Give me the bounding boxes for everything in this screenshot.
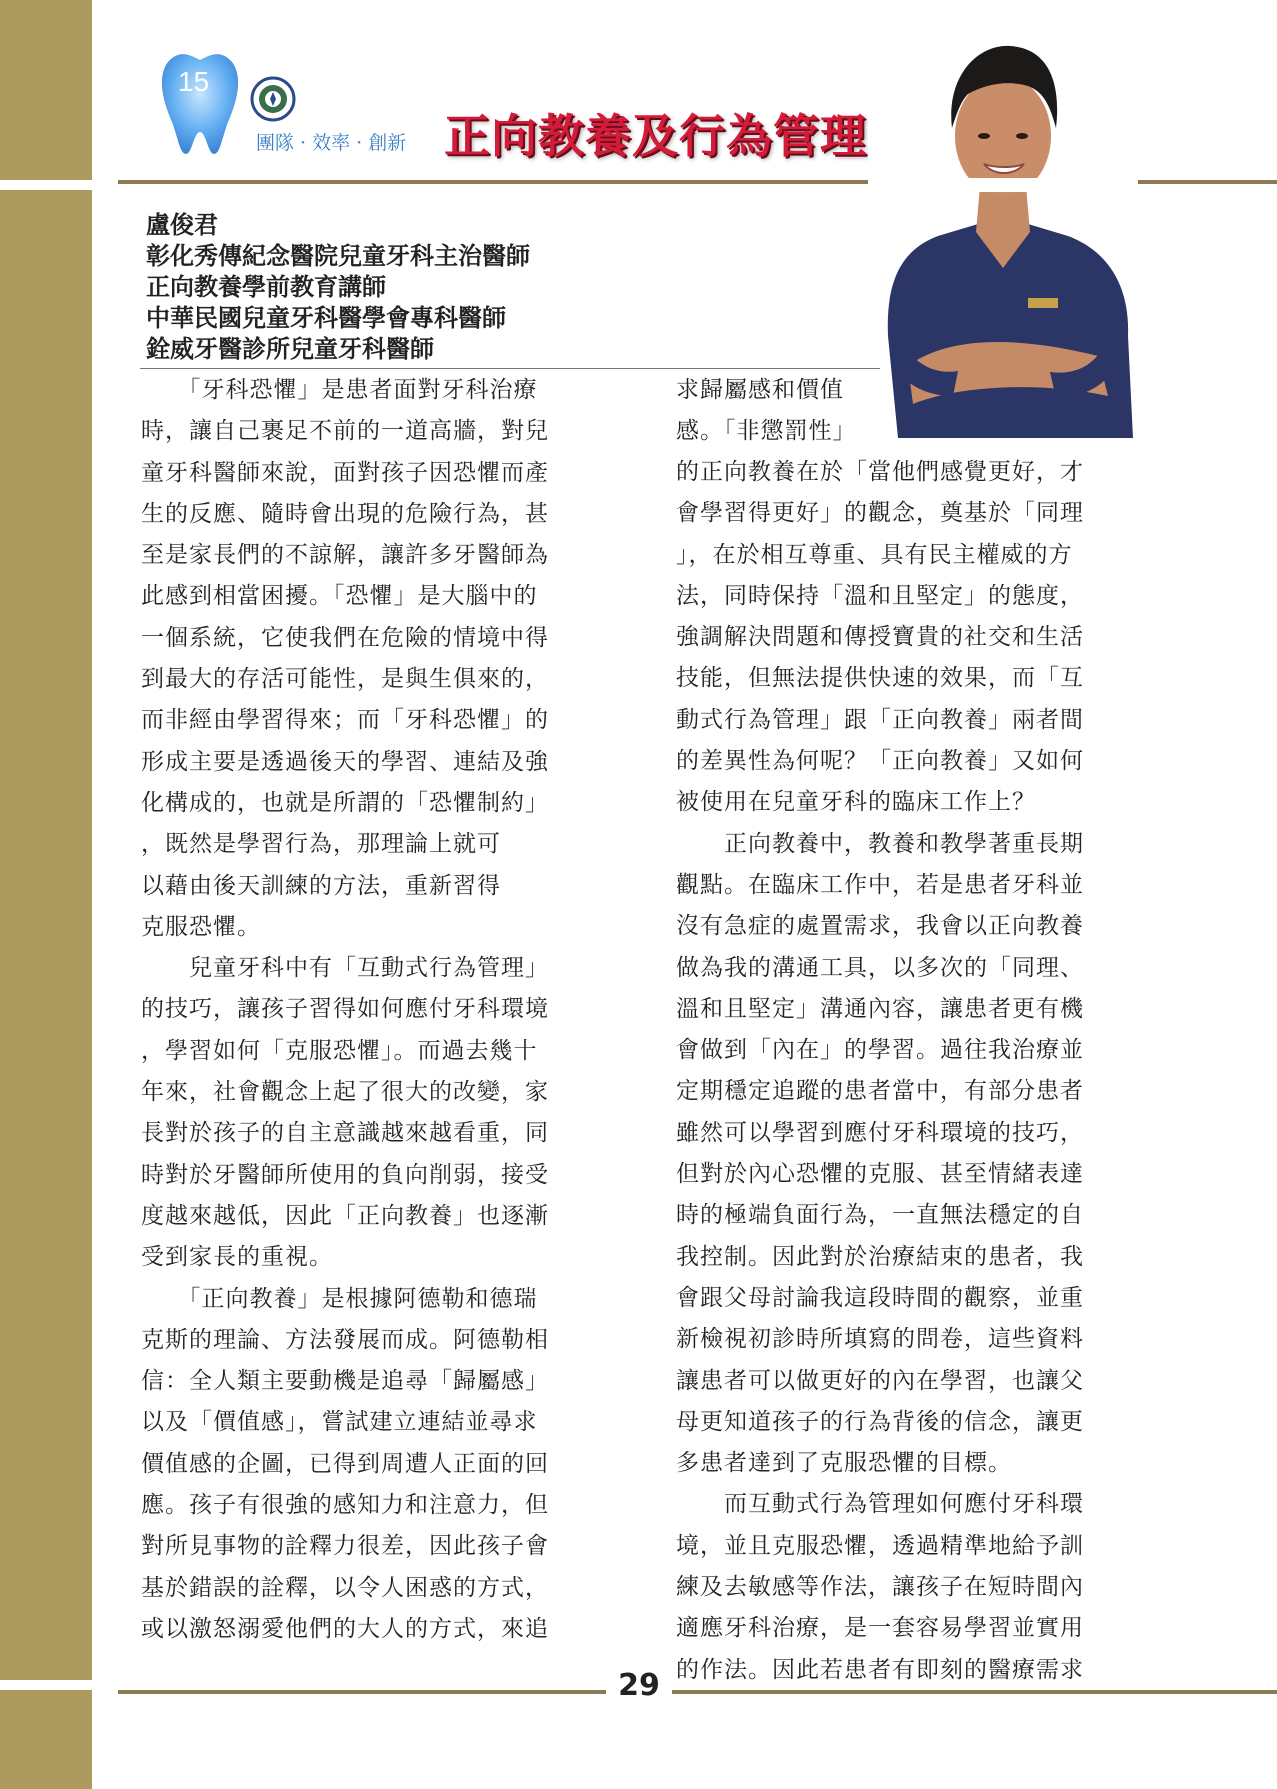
author-info bbox=[146, 210, 706, 365]
footer-rule-right bbox=[672, 1690, 1277, 1694]
article-line: 兒童牙科中有「互動式行為管理」 bbox=[141, 955, 549, 982]
article-line: 雖然可以學習到應付牙科環境的技巧， bbox=[676, 1119, 1084, 1146]
article-line: 會學習得更好」的觀念，奠基於「同理 bbox=[676, 500, 1084, 527]
article-line: 會做到「內在」的學習。過往我治療並 bbox=[676, 1037, 1084, 1064]
article-line: 母更知道孩子的行為背後的信念，讓更 bbox=[676, 1408, 1084, 1435]
issue-number: 15 bbox=[178, 66, 210, 97]
association-emblem-icon bbox=[250, 76, 296, 122]
author-title: 彰化秀傳紀念醫院兒童牙科主治醫師 bbox=[146, 242, 530, 270]
article-line: 讓患者可以做更好的內在學習，也讓父 bbox=[676, 1367, 1084, 1394]
article-line: 長對於孩子的自主意識越來越看重，同 bbox=[141, 1120, 549, 1147]
article-line: 法，同時保持「溫和且堅定」的態度， bbox=[676, 582, 1084, 609]
article-line: 應。孩子有很強的感知力和注意力，但 bbox=[141, 1492, 549, 1519]
article-line: 時的極端負面行為，一直無法穩定的自 bbox=[676, 1202, 1084, 1229]
article-line: 觀點。在臨床工作中，若是患者牙科並 bbox=[676, 871, 1084, 898]
article-line: 正向教養中，教養和教學著重長期 bbox=[676, 830, 1084, 857]
article-line: 價值感的企圖，已得到周遭人正面的回 bbox=[141, 1450, 549, 1477]
article-line: 求歸屬感和價值 bbox=[676, 377, 844, 403]
article-line: 的技巧，讓孩子習得如何應付牙科環境 bbox=[141, 996, 549, 1023]
article-line: 基於錯誤的詮釋，以令人困惑的方式， bbox=[141, 1574, 549, 1601]
slogan: 團隊 · 效率 · 創新 bbox=[256, 132, 407, 154]
article-line: 克服恐懼。 bbox=[141, 913, 261, 940]
author-rule bbox=[140, 368, 880, 369]
article-line: 一個系統，它使我們在危險的情境中得 bbox=[141, 624, 549, 651]
article-right-column-top bbox=[676, 370, 866, 453]
article-line: 童牙科醫師來說，面對孩子因恐懼而產 bbox=[141, 459, 549, 486]
author-name: 盧俊君 bbox=[146, 211, 218, 239]
article-line: 以藉由後天訓練的方法，重新習得 bbox=[141, 872, 501, 899]
article-line: 時，讓自己裹足不前的一道高牆，對兒 bbox=[141, 418, 549, 445]
article-line: 或以激怒溺愛他們的大人的方式，來追 bbox=[141, 1615, 549, 1642]
article-line: 生的反應、隨時會出現的危險行為，甚 bbox=[141, 500, 549, 527]
article-line: 被使用在兒童牙科的臨床工作上？ bbox=[676, 789, 1036, 816]
article-line: 適應牙科治療，是一套容易學習並實用 bbox=[676, 1615, 1084, 1642]
article-left-column bbox=[141, 370, 611, 1650]
article-line: 的正向教養在於「當他們感覺更好，才 bbox=[676, 459, 1084, 485]
article-line: 時對於牙醫師所使用的負向削弱，接受 bbox=[141, 1161, 549, 1188]
article-line: 度越來越低，因此「正向教養」也逐漸 bbox=[141, 1202, 549, 1229]
author-portrait bbox=[868, 36, 1138, 438]
article-line: 形成主要是透過後天的學習、連結及強 bbox=[141, 748, 549, 775]
page-title: 正向教養及行為管理 bbox=[444, 109, 867, 163]
article-line: 會跟父母討論我這段時間的觀察，並重 bbox=[676, 1284, 1084, 1311]
article-line: 做為我的溝通工具，以多次的「同理、 bbox=[676, 954, 1084, 981]
article-line: 到最大的存活可能性，是與生俱來的， bbox=[141, 666, 549, 693]
article-line: 動式行為管理」跟「正向教養」兩者間 bbox=[676, 706, 1084, 733]
article-line: ，既然是學習行為，那理論上就可 bbox=[141, 831, 501, 858]
article-line: 多患者達到了克服恐懼的目標。 bbox=[676, 1450, 1012, 1477]
article-line: 「牙科恐懼」是患者面對牙科治療 bbox=[141, 377, 538, 403]
article-line: 」，在於相互尊重、具有民主權威的方 bbox=[676, 541, 1073, 568]
article-line: 感。「非懲罰性」 bbox=[676, 418, 857, 445]
article-line: 以及「價值感」，嘗試建立連結並尋求 bbox=[141, 1409, 538, 1436]
article-line: 而互動式行為管理如何應付牙科環 bbox=[676, 1491, 1084, 1518]
tooth-icon bbox=[158, 46, 242, 158]
article-line: 境，並且克服恐懼，透過精準地給予訓 bbox=[676, 1532, 1084, 1559]
article-line: 的差異性為何呢？「正向教養」又如何 bbox=[676, 748, 1084, 775]
article-line: 定期穩定追蹤的患者當中，有部分患者 bbox=[676, 1078, 1084, 1105]
article-line: 受到家長的重視。 bbox=[141, 1244, 333, 1271]
article-line: 化構成的，也就是所謂的「恐懼制約」 bbox=[141, 789, 549, 816]
article-line: 練及去敏感等作法，讓孩子在短時間內 bbox=[676, 1574, 1084, 1601]
band-notch-top bbox=[0, 180, 92, 190]
article-line: 克斯的理論、方法發展而成。阿德勒相 bbox=[141, 1326, 549, 1353]
article-line: 新檢視初診時所填寫的問卷，這些資料 bbox=[676, 1326, 1084, 1353]
article-line: 此感到相當困擾。「恐懼」是大腦中的 bbox=[141, 583, 538, 610]
left-decorative-band bbox=[0, 0, 92, 1789]
author-title: 中華民國兒童牙科醫學會專科醫師 bbox=[146, 304, 506, 332]
article-line: 的作法。因此若患者有即刻的醫療需求 bbox=[676, 1656, 1084, 1683]
article-line: 「正向教養」是根據阿德勒和德瑞 bbox=[141, 1285, 538, 1312]
author-title: 銓威牙醫診所兒童牙科醫師 bbox=[146, 335, 434, 363]
footer-rule-left bbox=[118, 1690, 606, 1694]
article-line: 但對於內心恐懼的克服、甚至情緒表達 bbox=[676, 1161, 1084, 1188]
article-line: 信：全人類主要動機是追尋「歸屬感」 bbox=[141, 1368, 549, 1395]
page-number: 29 bbox=[618, 1668, 660, 1703]
article-line: 沒有急症的處置需求，我會以正向教養 bbox=[676, 913, 1084, 940]
article-line: 我控制。因此對於治療結束的患者，我 bbox=[676, 1243, 1084, 1270]
article-line: 技能，但無法提供快速的效果，而「互 bbox=[676, 665, 1084, 692]
photo-rule-gap bbox=[955, 178, 1125, 192]
article-line: 對所見事物的詮釋力很差，因此孩子會 bbox=[141, 1533, 549, 1560]
article-line: 溫和且堅定」溝通內容，讓患者更有機 bbox=[676, 995, 1084, 1022]
article-line: 強調解決問題和傳授寶貴的社交和生活 bbox=[676, 624, 1084, 651]
article-line: ，學習如何「克服恐懼」。而過去幾十 bbox=[141, 1037, 538, 1064]
article-line: 年來，社會觀念上起了很大的改變，家 bbox=[141, 1079, 549, 1106]
band-notch-bottom bbox=[0, 1680, 92, 1690]
author-title: 正向教養學前教育講師 bbox=[146, 273, 386, 301]
article-line: 至是家長們的不諒解，讓許多牙醫師為 bbox=[141, 542, 549, 569]
article-line: 而非經由學習得來；而「牙科恐懼」的 bbox=[141, 707, 549, 734]
article-right-column bbox=[676, 452, 1146, 1691]
